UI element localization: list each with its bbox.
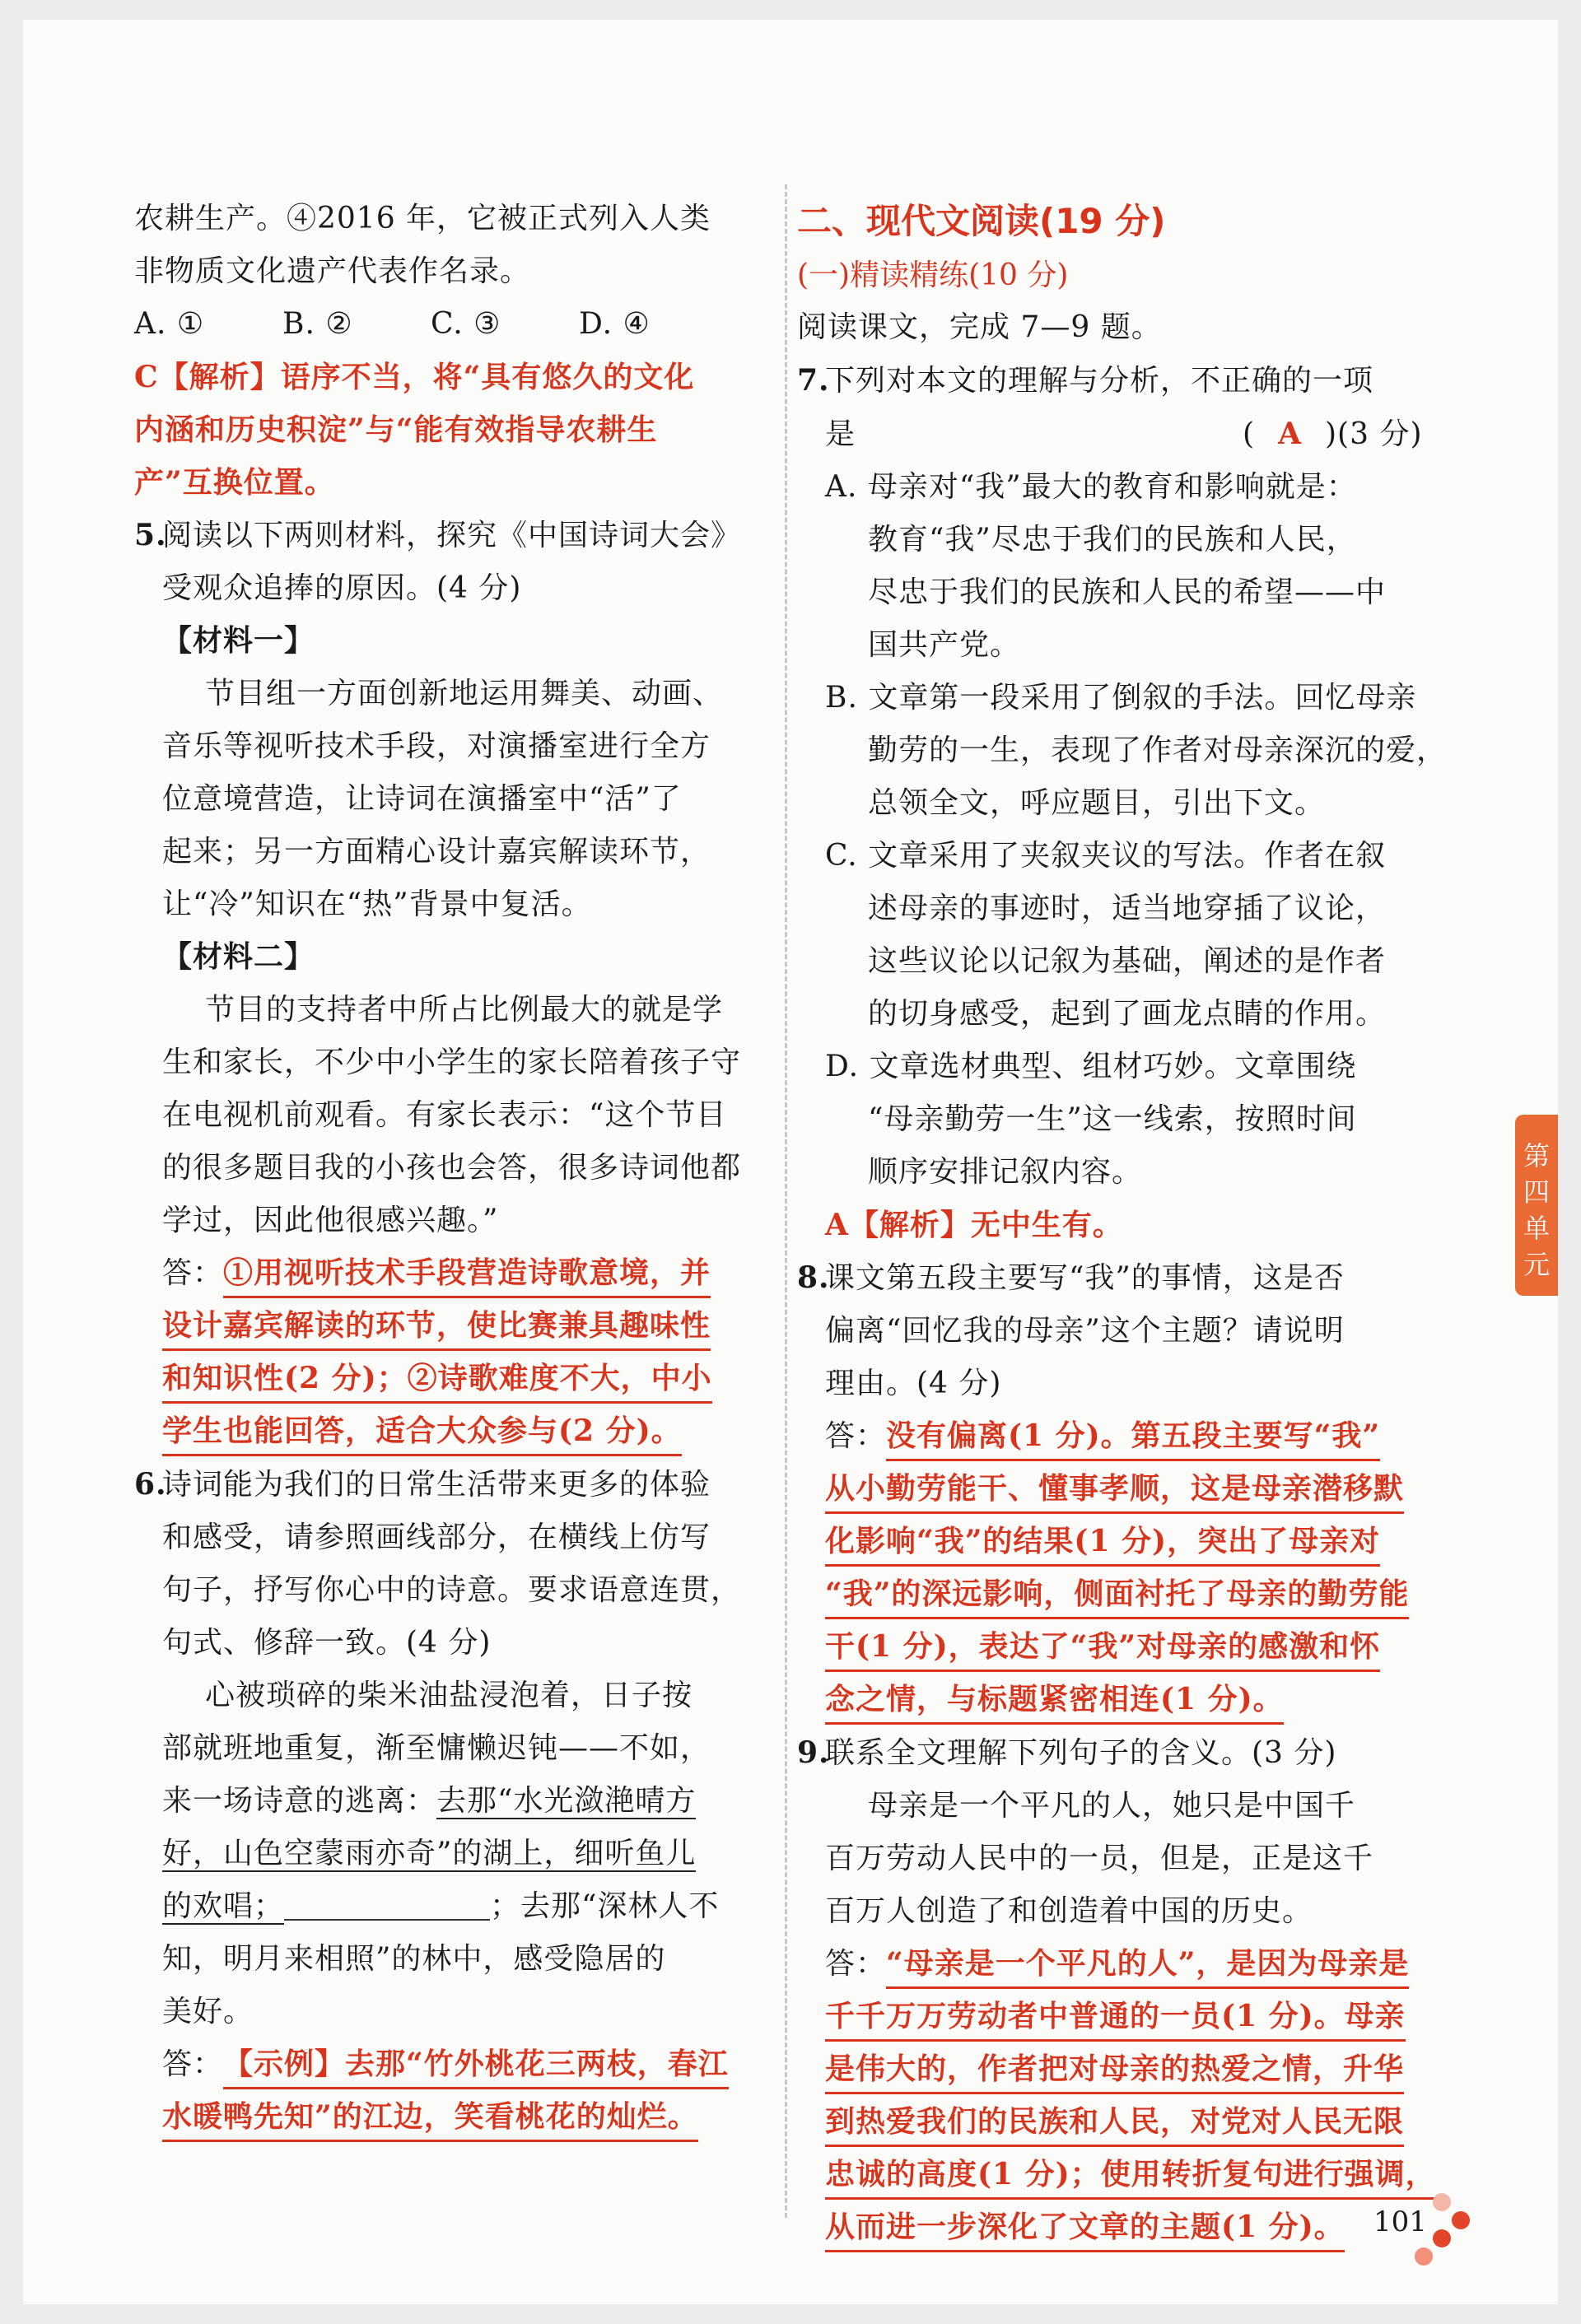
answer-text: 学生也能回答，适合大众参与(2 分)。 xyxy=(162,1408,682,1456)
answer-text: 从小勤劳能干、懂事孝顺，这是母亲潜移默 xyxy=(825,1465,1404,1514)
question-text: 句式、修辞一致。(4 分) xyxy=(162,1626,492,1660)
question-text: 受观众追捧的原因。(4 分) xyxy=(162,571,522,605)
decorative-dot-icon xyxy=(1433,2193,1451,2211)
answer-text: 念之情，与标题紧密相连(1 分)。 xyxy=(825,1676,1284,1725)
quoted-sentence: 母亲是一个平凡的人，她只是中国千 xyxy=(868,1789,1356,1823)
answer-9 xyxy=(797,1938,1472,1991)
option-b: B. 文章第一段采用了倒叙的手法。回忆母亲 xyxy=(825,681,1417,715)
option-c: C. ③ xyxy=(431,307,501,341)
option-b: B. ② xyxy=(282,307,353,341)
option-text: 教育“我”尽忠于我们的民族和人民， xyxy=(868,523,1357,557)
section-heading: 二、现代文阅读(19 分) xyxy=(797,201,1166,241)
question-8 xyxy=(797,1251,1472,1305)
question-text: 阅读以下两则材料，探究《中国诗词大会》 xyxy=(162,519,742,552)
answer-text: 水暖鸭先知”的江边，笑看桃花的灿烂。 xyxy=(162,2093,698,2142)
material-heading: 【材料二】 xyxy=(162,940,315,974)
answer-text: 【示例】去那“竹外桃花三两枝，春江 xyxy=(223,2041,729,2089)
material-text: 生和家长，不少中小学生的家长陪着孩子守 xyxy=(162,1046,742,1079)
answer-analysis: A【解析】无中生有。 xyxy=(825,1208,1123,1242)
decorative-dot-icon xyxy=(1415,2247,1433,2266)
text-line: 非物质文化遗产代表作名录。 xyxy=(134,254,531,288)
answer-text: 干(1 分)，表达了“我”对母亲的感激和怀 xyxy=(825,1623,1380,1672)
option-text: 的切身感受，起到了画龙点睛的作用。 xyxy=(868,997,1387,1031)
answer-6 xyxy=(134,2038,768,2091)
material-text: 学过，因此他很感兴趣。” xyxy=(162,1204,499,1237)
text-line: 农耕生产。④2016 年，它被正式列入人类 xyxy=(134,202,711,235)
question-text: 理由。(4 分) xyxy=(825,1367,1002,1400)
underlined-model-sentence: 好，山色空蒙雨亦奇”的湖上，细听鱼儿 xyxy=(162,1837,697,1870)
passage-text: 部就班地重复，渐至慵懒迟钝——不如， xyxy=(162,1731,711,1765)
option-text: 这些议论以记叙为基础，阐述的是作者 xyxy=(868,944,1387,978)
question-text: 联系全文理解下列句子的含义。(3 分) xyxy=(825,1736,1337,1770)
question-number: 5. xyxy=(134,518,167,552)
material-text: 让“冷”知识在“热”背景中复活。 xyxy=(162,887,592,921)
material-text: 的很多题目我的小孩也会答，很多诗词他都 xyxy=(162,1151,742,1185)
answer-text: 设计嘉宾解读的环节，使比赛兼具趣味性 xyxy=(162,1302,711,1351)
passage-text: 心被琐碎的柴米油盐浸泡着，日子按 xyxy=(205,1679,693,1712)
question-number: 8. xyxy=(797,1260,830,1295)
material-text: 节目的支持者中所占比例最大的就是学 xyxy=(205,993,724,1027)
answer-analysis: 产”互换位置。 xyxy=(134,465,335,500)
left-column xyxy=(134,193,768,2144)
material-text: 起来；另一方面精心设计嘉宾解读环节， xyxy=(162,835,711,869)
option-text: 国共产党。 xyxy=(868,628,1021,662)
answer-text: 是伟大的，作者把对母亲的热爱之情，升华 xyxy=(825,2046,1404,2094)
question-text: 下列对本文的理解与分析，不正确的一项 xyxy=(825,364,1374,398)
passage-text xyxy=(134,1775,768,1828)
answer-text: 和知识性(2 分)；②诗歌难度不大，中小 xyxy=(162,1355,712,1404)
fill-in-blank[interactable] xyxy=(284,1886,490,1921)
answer-text: 从而进一步深化了文章的主题(1 分)。 xyxy=(825,2204,1345,2252)
answer-analysis: C【解析】语序不当，将“具有悠久的文化 xyxy=(134,360,695,394)
material-text: 位意境营造，让诗词在演播室中“活”了 xyxy=(162,782,682,816)
option-text: 述母亲的事迹时，适当地穿插了议论， xyxy=(868,892,1387,925)
question-text xyxy=(797,408,1472,461)
option-a: A. ① xyxy=(134,307,205,341)
answer-label: 答： xyxy=(162,2047,224,2081)
quoted-sentence: 百万劳动人民中的一员，但是，正是这千 xyxy=(825,1842,1374,1875)
question-text: 和感受，请参照画线部分，在横线上仿写 xyxy=(162,1521,711,1554)
question-6 xyxy=(134,1458,768,1511)
question-number: 6. xyxy=(134,1467,167,1502)
material-text: 在电视机前观看。有家长表示：“这个节目 xyxy=(162,1098,727,1132)
question-text: 课文第五段主要写“我”的事情，这是否 xyxy=(825,1261,1345,1295)
decorative-dot-icon xyxy=(1452,2211,1470,2229)
option-c: C. 文章采用了夹叙夹议的写法。作者在叙 xyxy=(825,839,1387,873)
score-label: )(3 分) xyxy=(1325,417,1423,451)
option-d: D. ④ xyxy=(579,307,651,341)
answer-label: 答： xyxy=(162,1256,224,1290)
question-7 xyxy=(797,354,1472,408)
question-number: 9. xyxy=(797,1735,830,1770)
passage-text xyxy=(134,1880,768,1933)
question-5 xyxy=(134,509,768,562)
option-a: A. 母亲对“我”最大的教育和影响就是： xyxy=(825,470,1357,504)
material-text: 音乐等视听技术手段，对演播室进行全方 xyxy=(162,729,711,763)
answer-text: 化影响“我”的结果(1 分)，突出了母亲对 xyxy=(825,1518,1380,1567)
decorative-dot-icon xyxy=(1433,2229,1451,2247)
subsection-heading: (一)精读精练(10 分) xyxy=(797,258,1069,292)
question-text: 句子，抒写你心中的诗意。要求语意连贯， xyxy=(162,1573,742,1607)
underlined-model-sentence: 去那“水光潋滟晴方 xyxy=(436,1784,697,1818)
option-text: 顺序安排记叙内容。 xyxy=(868,1155,1143,1189)
answer-text: “我”的深远影响，侧面衬托了母亲的勤劳能 xyxy=(825,1571,1409,1619)
answer-text: ①用视听技术手段营造诗歌意境，并 xyxy=(223,1250,711,1298)
passage-text: 知，明月来相照”的林中，感受隐居的 xyxy=(162,1942,666,1976)
question-text: 诗词能为我们的日常生活带来更多的体验 xyxy=(162,1468,711,1502)
option-text: 总领全文，呼应题目，引出下文。 xyxy=(868,786,1326,820)
answer-8 xyxy=(797,1410,1472,1463)
answer-text: “母亲是一个平凡的人”，是因为母亲是 xyxy=(886,1940,1409,1989)
option-text: “母亲勤劳一生”这一线索，按照时间 xyxy=(868,1102,1357,1136)
answer-label: 答： xyxy=(825,1947,887,1981)
answer-analysis: 内涵和历史积淀”与“能有效指导农耕生 xyxy=(134,412,658,447)
passage-text: ；去那“深林人不 xyxy=(490,1889,720,1923)
question-9 xyxy=(797,1726,1472,1780)
answer-bracket: ( xyxy=(1243,417,1256,451)
passage-text: 美好。 xyxy=(162,1995,254,2028)
unit-side-tab: 第 四 单 元 xyxy=(1515,1115,1558,1296)
option-d: D. 文章选材典型、组材巧妙。文章围绕 xyxy=(825,1050,1357,1083)
workbook-page xyxy=(23,20,1558,2304)
material-heading: 【材料一】 xyxy=(162,624,315,658)
answer-choice: A xyxy=(1278,417,1302,451)
quoted-sentence: 百万人创造了和创造着中国的历史。 xyxy=(825,1894,1313,1928)
answer-label: 答： xyxy=(825,1419,887,1453)
question-text: 是 xyxy=(825,417,856,451)
material-text: 节目组一方面创新地运用舞美、动画、 xyxy=(205,677,724,710)
column-divider xyxy=(785,184,787,2218)
option-text: 尽忠于我们的民族和人民的希望——中 xyxy=(868,575,1387,609)
option-text: 勤劳的一生，表现了作者对母亲深沉的爱， xyxy=(868,734,1448,767)
passage-text: 来一场诗意的逃离： xyxy=(162,1784,437,1818)
answer-text: 忠诚的高度(1 分)；使用转折复句进行强调， xyxy=(825,2151,1436,2200)
instruction-text: 阅读课文，完成 7—9 题。 xyxy=(797,310,1162,344)
answer-text: 到热爱我们的民族和人民，对党对人民无限 xyxy=(825,2098,1404,2147)
question-number: 7. xyxy=(797,363,830,398)
page-number: 101 xyxy=(1373,2205,1427,2238)
right-column xyxy=(797,193,1472,2254)
answer-5 xyxy=(134,1247,768,1300)
answer-text: 千千万万劳动者中普通的一员(1 分)。母亲 xyxy=(825,1993,1406,2042)
choice-options xyxy=(134,298,768,351)
question-text: 偏离“回忆我的母亲”这个主题？请说明 xyxy=(825,1314,1345,1348)
underlined-model-sentence: 的欢唱； xyxy=(162,1889,285,1923)
answer-text: 没有偏离(1 分)。第五段主要写“我” xyxy=(886,1413,1380,1461)
